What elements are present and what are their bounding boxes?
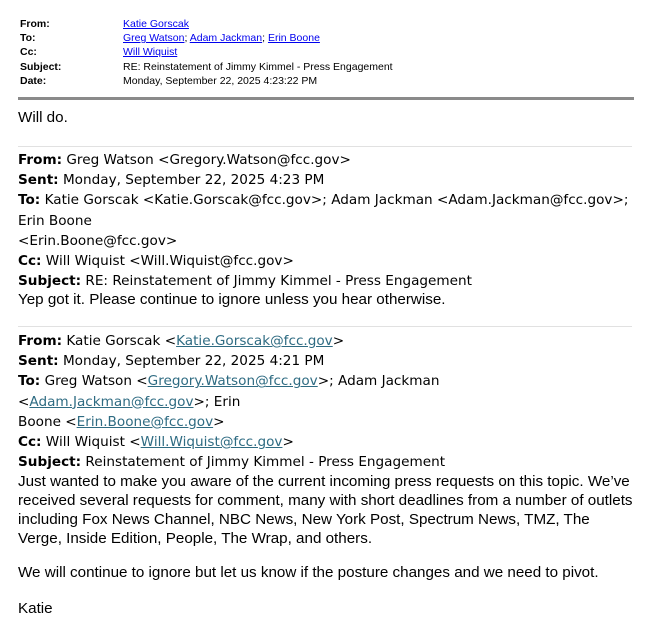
quote1-cc: Will Wiquist <Will.Wiquist@fcc.gov> xyxy=(41,253,294,270)
header-from-row xyxy=(20,17,640,31)
quote1-to: Katie Gorscak <Katie.Gorscak@fcc.gov>; Adam Jackman <Adam.Jackman@fcc.gov>; Erin Boone xyxy=(18,192,629,229)
header-date-row xyxy=(20,74,640,88)
reply-body: Will do. xyxy=(18,109,68,126)
date-value: Monday, September 22, 2025 4:23:22 PM xyxy=(123,74,318,87)
header-divider xyxy=(18,97,634,100)
header-subject-row xyxy=(20,60,640,74)
to-link-erin[interactable]: Erin Boone xyxy=(267,32,320,45)
cc-link[interactable]: Will Wiquist xyxy=(123,46,178,59)
quote2-cc-will-link[interactable]: Will.Wiquist@fcc.gov xyxy=(140,434,283,451)
quote2-body-paragraph-1: Just wanted to make you aware of the current incoming press requests on this topic. We’ve received several requests for comment, many with short deadlines from a number of outlets including Fox News Channel, NBC News, New York Post, Spectrum News, TMZ, The Verge, Inside Edition, People, The Wrap, and others. xyxy=(18,473,633,547)
from-label: From: xyxy=(20,18,50,30)
quote2-to-greg-link[interactable]: Gregory.Watson@fcc.gov xyxy=(147,373,318,390)
quote-separator-1 xyxy=(18,146,632,147)
to-link-greg[interactable]: Greg Watson xyxy=(123,32,185,45)
quote2-sent: Monday, September 22, 2025 4:21 PM xyxy=(58,353,325,370)
quote1-sent: Monday, September 22, 2025 4:23 PM xyxy=(58,172,325,189)
quoted-header-2: From: Katie Gorscak <Katie.Gorscak@fcc.gov> Sent: Monday, September 22, 2025 4:21 PM To: Greg Watson <Gregory.Watson@fcc.gov>; Adam Jackman <Adam.Jackman@fcc.gov>; Erin Boone <Erin.Boone@fcc.gov> Cc: Will Wiquist <Will.Wiquist@fcc.gov> Subject: Reinstatement of Jimmy Kimmel - Press Engagement xyxy=(18,333,446,471)
to-link-adam[interactable]: Adam Jackman xyxy=(189,32,263,45)
quote2-subject: Reinstatement of Jimmy Kimmel - Press Engagement xyxy=(81,454,446,471)
header-to-row: To: Greg Watson; Adam Jackman; Erin Boone xyxy=(20,32,320,45)
to-label: To: xyxy=(20,32,36,45)
quote1-body: Yep got it. Please continue to ignore unless you hear otherwise. xyxy=(18,291,446,308)
subject-label: Subject: xyxy=(20,60,62,73)
quote1-from: Greg Watson <Gregory.Watson@fcc.gov> xyxy=(62,152,351,168)
quote2-to-adam-link[interactable]: Adam.Jackman@fcc.gov xyxy=(29,393,194,410)
quoted-header-1: From: Greg Watson <Gregory.Watson@fcc.gov> Sent: Monday, September 22, 2025 4:23 PM To: Katie Gorscak <Katie.Gorscak@fcc.gov>; Adam Jackman <Adam.Jackman@fcc.gov>; Erin Boone <Erin.Boone@fcc.gov> Cc: Will Wiquist <Will.Wiquist@fcc.gov> Subject: RE: Reinstatement of Jimmy Kimmel - Press Engagement xyxy=(18,152,629,290)
quote2-to-erin-link[interactable]: Erin.Boone@fcc.gov xyxy=(76,413,214,430)
subject-value: RE: Reinstatement of Jimmy Kimmel - Press Engagement xyxy=(123,60,393,73)
quote2-from-email-link[interactable]: Katie.Gorscak@fcc.gov xyxy=(176,333,333,349)
quote-separator-2 xyxy=(18,326,632,327)
header-cc-row xyxy=(20,45,640,59)
quote1-to-cont: <Erin.Boone@fcc.gov> xyxy=(18,232,178,249)
signoff: Katie xyxy=(18,600,53,617)
quote2-body-paragraph-2: We will continue to ignore but let us know if the posture changes and we need to pivot. xyxy=(18,564,599,581)
message-header xyxy=(20,17,640,88)
date-label: Date: xyxy=(20,74,47,87)
quote1-subject: RE: Reinstatement of Jimmy Kimmel - Press Engagement xyxy=(81,273,472,290)
from-link[interactable]: Katie Gorscak xyxy=(123,18,189,30)
cc-label: Cc: xyxy=(20,46,37,59)
